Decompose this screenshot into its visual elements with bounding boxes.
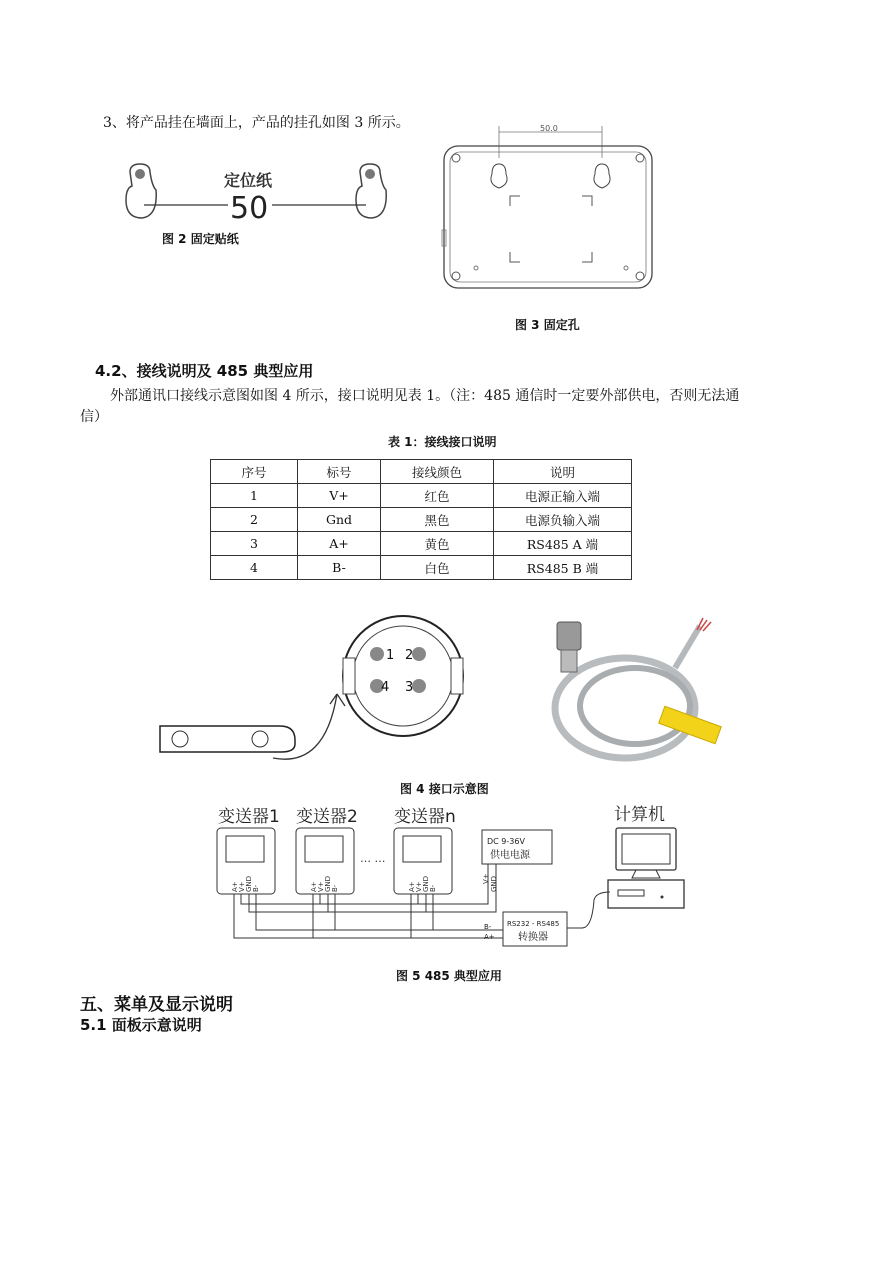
section-4-2-para-line1: 外部通讯口接线示意图如图 4 所示，接口说明见表 1。（注：485 通信时一定要外部供电，否则无法通 [110, 388, 740, 404]
fig5-tn-pin-a: A+ [408, 881, 416, 892]
fig3-pin-l [474, 266, 478, 270]
fig3-screw-tl [452, 154, 460, 162]
table1-title: 表 1：接线接口说明 [388, 435, 497, 449]
fig5-t1-pin-a: A+ [231, 881, 239, 892]
fig2-left-dot [135, 169, 145, 179]
fig5-tn-pin-b: B- [429, 884, 437, 892]
table-cell: Gnd [298, 508, 381, 532]
fig3-case-inner [450, 152, 646, 282]
fig4-connector-key-l [343, 658, 355, 694]
fig3-display-marks [510, 196, 592, 262]
fig5-bus-a-line [234, 894, 503, 938]
fig5-t2-pin-a: A+ [310, 881, 318, 892]
table-cell: A+ [298, 532, 381, 556]
fig5-monitor-screen [622, 834, 670, 864]
fig5-screen-2 [305, 836, 343, 862]
fig3-caption: 图 3 固定孔 [515, 318, 580, 332]
fig5-t2-taps [313, 894, 335, 938]
fig5-power-pin-g: GND [490, 875, 498, 892]
fig5-pc-led [661, 896, 664, 899]
fig5-t1-pin-v: V+ [238, 881, 246, 892]
fig3-mounting-holes [440, 124, 656, 294]
fig5-pc-case [608, 880, 684, 908]
fig5-screen-n [403, 836, 441, 862]
table-cell: 电源负输入端 [494, 508, 632, 532]
fig4-pin-label-2: 2 [405, 648, 414, 663]
table-row [211, 484, 632, 508]
table-cell: 电源正输入端 [494, 484, 632, 508]
fig2-positioning-sticker [120, 160, 390, 225]
fig4-pin-1 [370, 647, 384, 661]
fig3-screw-bl [452, 272, 460, 280]
fig4-connector-inner [353, 626, 453, 726]
table-cell: RS485 A 端 [494, 532, 632, 556]
fig5-t1-pin-b: B- [252, 884, 260, 892]
fig4-device-body [160, 726, 295, 752]
fig4-cable-end [675, 626, 700, 668]
fig5-485-network [210, 800, 710, 950]
fig5-t2-pin-v: V+ [317, 881, 325, 892]
fig2-caption: 图 2 固定贴纸 [162, 232, 239, 246]
section-5-1-heading: 5.1 面板示意说明 [80, 1016, 202, 1034]
fig4-plug-body [561, 650, 577, 672]
fig5-bus-v-line [241, 864, 488, 904]
fig2-right-dot [365, 169, 375, 179]
fig4-pin-3 [412, 679, 426, 693]
fig4-cable-loop-inner [580, 668, 690, 744]
fig5-title-n: 变送器n [394, 807, 456, 827]
fig4-caption: 图 4 接口示意图 [400, 782, 489, 796]
fig5-title-2: 变送器2 [296, 807, 358, 827]
fig3-hole-left [491, 164, 507, 188]
fig4-plug-head [557, 622, 581, 650]
table-cell: 黑色 [381, 508, 494, 532]
fig5-tn-pin-v: V+ [415, 881, 423, 892]
fig4-pin-label-1: 1 [386, 648, 395, 663]
fig5-t2-pin-g: GND [324, 875, 332, 892]
fig4-pin-label-4: 4 [381, 680, 390, 695]
table-cell: 黄色 [381, 532, 494, 556]
fig5-tn-pin-g: GND [422, 875, 430, 892]
fig5-ellipsis: … … [360, 852, 386, 865]
fig5-pc-drive [618, 890, 644, 896]
section-4-2-para-line2: 信） [80, 409, 108, 425]
th-color: 接线颜色 [381, 460, 494, 484]
fig3-screw-br [636, 272, 644, 280]
section-5-heading: 五、菜单及显示说明 [80, 995, 233, 1015]
fig5-t1-pin-g: GND [245, 875, 253, 892]
fig4-pin-2 [412, 647, 426, 661]
fig5-title-1: 变送器1 [218, 807, 280, 827]
fig5-bus-a: A+ [484, 933, 495, 941]
table-cell: 2 [211, 508, 298, 532]
fig5-bus-gnd-line [249, 864, 496, 912]
fig5-caption: 图 5 485 典型应用 [396, 969, 502, 983]
fig5-power-line2: 供电电源 [490, 850, 530, 861]
fig5-power-pin-v: V+ [482, 873, 490, 884]
table-header-row [211, 460, 632, 484]
fig3-hole-right [594, 164, 610, 188]
wiring-table [210, 459, 632, 580]
table-cell: 白色 [381, 556, 494, 580]
fig2-label: 定位纸 [224, 171, 273, 190]
fig4-connector-outer [343, 616, 463, 736]
table-cell: 红色 [381, 484, 494, 508]
table-row [211, 532, 632, 556]
fig5-serial-cable [567, 892, 610, 928]
table-cell: 1 [211, 484, 298, 508]
fig3-pin-r [624, 266, 628, 270]
fig5-t2-pin-b: B- [331, 884, 339, 892]
table-cell: V+ [298, 484, 381, 508]
fig5-tn-taps [411, 894, 433, 938]
table-row [211, 508, 632, 532]
table-cell: 4 [211, 556, 298, 580]
fig4-device-knob [172, 731, 188, 747]
fig3-dimension: 50.0 [540, 124, 558, 133]
fig5-converter-line2: 转换器 [518, 932, 548, 943]
table-cell: RS485 B 端 [494, 556, 632, 580]
table-cell: 3 [211, 532, 298, 556]
fig5-computer-label: 计算机 [614, 805, 665, 825]
fig5-converter-line1: RS232 - RS485 [507, 920, 560, 928]
fig3-screw-tr [636, 154, 644, 162]
fig4-device-socket [252, 731, 268, 747]
fig4-connector-diagram [155, 608, 755, 773]
th-desc: 说明 [494, 460, 632, 484]
table-cell: B- [298, 556, 381, 580]
fig5-screen-1 [226, 836, 264, 862]
fig5-monitor-stand [632, 870, 660, 878]
section-4-2-heading: 4.2、接线说明及 485 典型应用 [95, 362, 314, 380]
th-label: 标号 [298, 460, 381, 484]
fig2-distance: 50 [230, 191, 269, 225]
th-index: 序号 [211, 460, 298, 484]
step3-text: 3、将产品挂在墙面上，产品的挂孔如图 3 所示。 [103, 115, 410, 131]
fig4-connector-key-r [451, 658, 463, 694]
fig4-pin-label-3: 3 [405, 680, 414, 695]
fig5-power-line1: DC 9-36V [487, 837, 525, 846]
table-row [211, 556, 632, 580]
fig5-bus-b: B- [484, 923, 492, 931]
